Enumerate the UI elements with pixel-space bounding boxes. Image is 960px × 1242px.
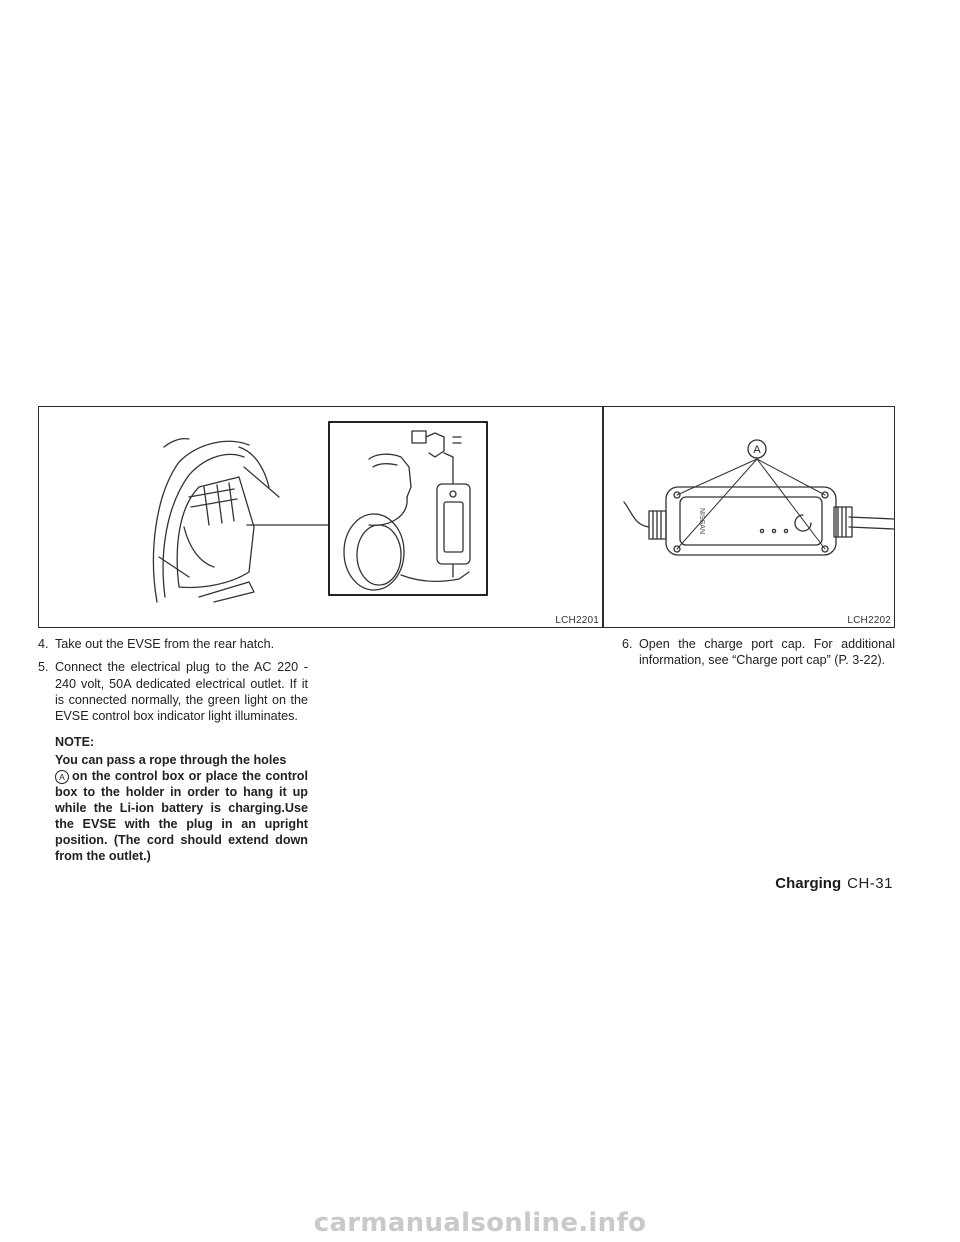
step-text: Open the charge port cap. For additional information, see “Charge port cap” (P. 3-22). [639, 637, 895, 668]
step-5 [38, 659, 308, 724]
step-number: 4. [38, 637, 49, 651]
note-text-pre: You can pass a rope through the holes [55, 752, 287, 767]
note-block [38, 734, 308, 864]
callout-a-icon: A [55, 770, 69, 784]
callout-a-label: A [753, 444, 761, 456]
figure-control-box-holes [603, 406, 895, 628]
step-4 [38, 636, 308, 652]
figure-evse-rear-hatch [38, 406, 603, 628]
figure-code: LCH2202 [847, 615, 891, 626]
step-number: 6. [622, 637, 633, 651]
figure-code: LCH2201 [555, 615, 599, 626]
right-column [622, 636, 895, 676]
evse-rear-hatch-illustration [39, 407, 602, 627]
step-number: 5. [38, 660, 49, 675]
control-box-illustration [604, 407, 894, 627]
note-heading: NOTE: [55, 735, 95, 750]
page-footer [0, 875, 893, 892]
step-6 [622, 636, 895, 669]
step-text: Connect the electrical plug to the AC 220 - 240 volt, 50A dedicated electrical outlet. If it is connected normally, the green light on the EVSE control box indicator light illuminates. [55, 660, 308, 724]
note-text-post: on the control box or place the control box to the holder in order to hang it up while the Li-ion battery is charging.Use the EVSE with the plug in an upright position. (The cord should extend down from the outlet.) [55, 768, 308, 864]
page-number: CH-31 [847, 875, 893, 892]
step-text: Take out the EVSE from the rear hatch. [55, 637, 275, 651]
watermark: carmanualsonline.info [313, 1208, 647, 1238]
section-title: Charging [775, 875, 842, 892]
note-body [55, 752, 308, 865]
left-column [38, 636, 308, 864]
brand-text: NISSAN [698, 507, 705, 535]
